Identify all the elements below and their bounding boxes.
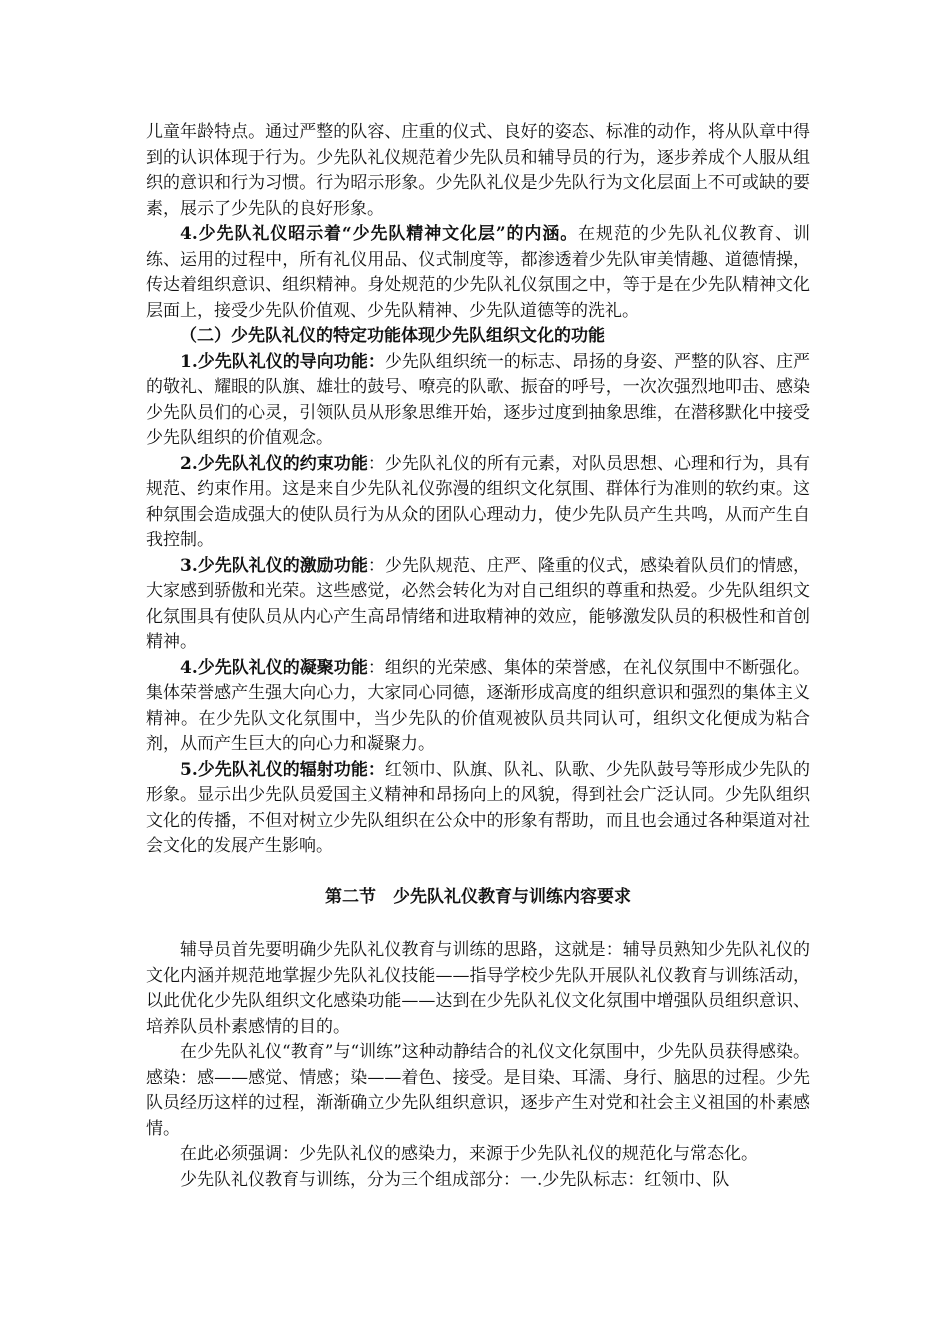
paragraph-lead: 4.少先队礼仪昭示着“少先队精神文化层”的内涵。 xyxy=(180,224,579,244)
paragraph-spirit-culture xyxy=(146,222,810,324)
paragraph-guidance-function xyxy=(146,350,810,452)
paragraph-lead: 3.少先队礼仪的激励功能 xyxy=(180,555,368,576)
paragraph-infection: 在少先队礼仪“教育”与“训练”这种动静结合的礼仪文化氛围中，少先队员获得感染。感染：感——感觉、情感；染——着色、接受。是目染、耳濡、身行、脑思的过程。少先队员经历这样的过程，渐渐确立少先队组织意识，逐步产生对党和社会主义祖国的朴素感情。 xyxy=(146,1042,810,1139)
paragraph-incentive-function xyxy=(146,554,810,656)
paragraph-body: 红领巾、队旗、队礼、队歌、少先队鼓号等形成少先队的形象。显示出少先队员爱国主义精神和昂扬向上的风貌，得到社会广泛认同。少先队组织文化的传播，不但对树立少先队组织在公众中的形象有帮助，而且也会通过各种渠道对社会文化的发展产生影响。 xyxy=(146,759,811,856)
paragraph-constraint-function xyxy=(146,452,810,554)
paragraph-lead: 4.少先队礼仪的凝聚功能 xyxy=(180,657,368,678)
section-title: 第二节 少先队礼仪教育与训练内容要求 xyxy=(325,886,631,907)
paragraph-body: ：少先队礼仪的所有元素，对队员思想、心理和行为，具有规范、约束作用。这是来自少先队礼仪弥漫的组织文化氛围、群体行为准则的软约束。这种氛围会造成强大的使队员行为从众的团队心理动力，使少先队员产生共鸣，从而产生自我控制。 xyxy=(146,453,811,550)
sub-heading: （二）少先队礼仪的特定功能体现少先队组织文化的功能 xyxy=(180,326,605,346)
paragraph-body: 少先队组织统一的标志、昂扬的身姿、严整的队容、庄严的敬礼、耀眼的队旗、雄壮的鼓号、嘹亮的队歌、振奋的呼号，一次次强烈地叩击、感染少先队员们的心灵，引领队员从形象思维开始，逐步过度到抽象思维，在潜移默化中接受少先队组织的价值观念。 xyxy=(146,351,811,448)
paragraph-lead: 1.少先队礼仪的导向功能： xyxy=(180,351,385,372)
paragraph-components: 少先队礼仪教育与训练，分为三个组成部分：一.少先队标志：红领巾、队 xyxy=(180,1169,730,1190)
paragraph-cohesion-function xyxy=(146,656,810,758)
paragraph-body: ：少先队规范、庄严、隆重的仪式，感染着队员们的情感，大家感到骄傲和光荣。这些感觉，必然会转化为对自己组织的尊重和热爱。少先队组织文化氛围具有使队员从内心产生高昂情绪和进取精神的效应，能够激发队员的积极性和首创精神。 xyxy=(146,555,811,652)
paragraph-approach: 辅导员首先要明确少先队礼仪教育与训练的思路，这就是：辅导员熟知少先队礼仪的文化内涵并规范地掌握少先队礼仪技能——指导学校少先队开展队礼仪教育与训练活动，以此优化少先队组织文化感染功能——达到在少先队礼仪文化氛围中增强队员组织意识、培养队员朴素感情的目的。 xyxy=(146,940,810,1037)
paragraph-continuation: 儿童年龄特点。通过严整的队容、庄重的仪式、良好的姿态、标准的动作，将从队章中得到的认识体现于行为。少先队礼仪规范着少先队员和辅导员的行为，逐步养成个人服从组织的意识和行为习惯。行为昭示形象。少先队礼仪是少先队行为文化层面上不可或缺的要素，展示了少先队的良好形象。 xyxy=(146,122,810,219)
paragraph-lead: 2.少先队礼仪的约束功能 xyxy=(180,453,368,474)
paragraph-radiation-function xyxy=(146,758,810,860)
paragraph-body: 在规范的少先队礼仪教育、训练、运用的过程中，所有礼仪用品、仪式制度等，都渗透着少先队审美情趣、道德情操，传达着组织意识、组织精神。身处规范的少先队礼仪氛围之中，等于是在少先队精神文化层面上，接受少先队价值观、少先队精神、少先队道德等的洗礼。 xyxy=(146,224,811,321)
paragraph-body: ：组织的光荣感、集体的荣誉感，在礼仪氛围中不断强化。集体荣誉感产生强大向心力，大家同心同德，逐渐形成高度的组织意识和强烈的集体主义精神。在少先队文化氛围中，当少先队的价值观被队员共同认可，组织文化便成为粘合剂，从而产生巨大的向心力和凝聚力。 xyxy=(146,657,811,754)
document-page xyxy=(146,120,810,1193)
paragraph-emphasis: 在此必须强调：少先队礼仪的感染力，来源于少先队礼仪的规范化与常态化。 xyxy=(180,1144,758,1164)
paragraph-lead: 5.少先队礼仪的辐射功能： xyxy=(180,759,385,780)
